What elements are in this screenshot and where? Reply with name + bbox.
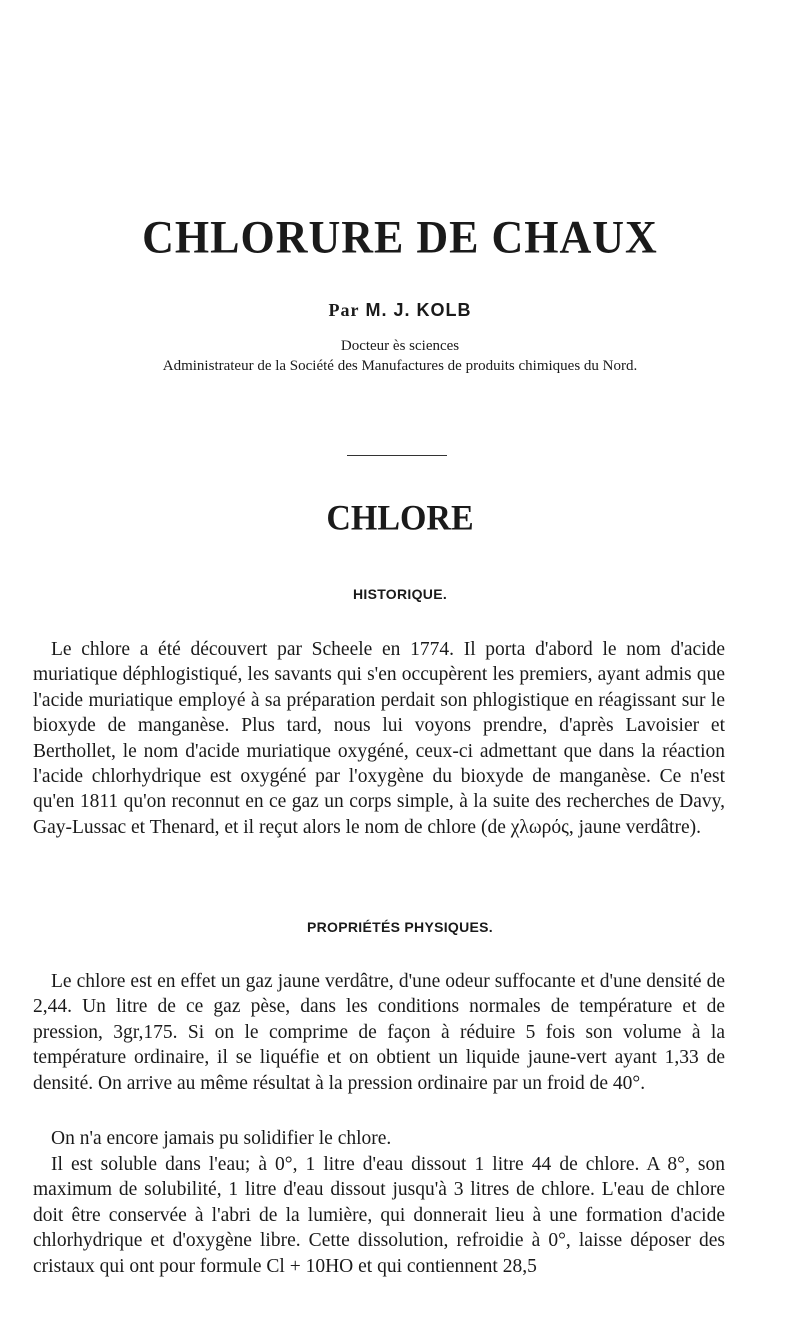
paragraph-solidify — [33, 1126, 725, 1151]
paragraph-physical — [33, 969, 725, 1096]
section-title: CHLORE — [326, 499, 474, 538]
paragraph-physical-text: Le chlore est en effet un gaz jaune verdâtre, d'une odeur suffocante et d'une densité de 2,44. Un litre de ce gaz pèse, dans les conditions normales de température et de pression, 3gr,175. Si on le comprime de façon à réduire 5 fois son volume à la température ordinaire, il se liquéfie et on obtient un liquide jaune-vert ayant 1,33 de densité. On arrive au même résultat à la pression ordinaire par un froid de 40°. — [33, 971, 725, 1094]
paragraph-history — [33, 637, 725, 840]
author-degree: Docteur ès sciences — [340, 338, 460, 354]
author-line — [0, 300, 800, 321]
paragraph-solidify-text: On n'a encore jamais pu solidifier le chlore. — [51, 1128, 392, 1149]
author-prefix: Par — [328, 300, 360, 320]
paragraph-solubility-text: Il est soluble dans l'eau; à 0°, 1 litre d'eau dissout 1 litre 44 de chlore. A 8°, son maximum de solubilité, 1 litre d'eau dissout jusqu'à 3 litres de chlore. L'eau de chlore doit être conservée à l'abri de la lumière, qui donnerait lieu à une formation d'acide chlorhydrique et d'oxygène libre. Cette dissolution, refroidie à 0°, laisse déposer des cristaux qui ont pour formule Cl + 10HO et qui contiennent 28,5 — [33, 1154, 725, 1277]
subheading-physical-properties: PROPRIÉTÉS PHYSIQUES. — [306, 919, 493, 935]
section-divider — [347, 455, 447, 456]
article-title: CHLORURE DE CHAUX — [142, 211, 658, 264]
author-name: M. J. KOLB — [365, 300, 472, 320]
paragraph-solubility — [33, 1152, 725, 1279]
paragraph-history-text: Le chlore a été découvert par Scheele en 1774. Il porta d'abord le nom d'acide muriatique déphlogistiqué, les savants qui s'en occupèrent les premiers, ayant admis que l'acide muriatique employé à sa préparation perdait son phlogistique en réagissant sur le bioxyde de manganèse. Plus tard, nous lui voyons prendre, d'après Lavoisier et Berthollet, le nom d'acide muriatique oxygéné, ceux-ci admettant que dans la réaction l'acide chlorhydrique est oxygéné par l'oxygène du bioxyde de manganèse. Ce n'est qu'en 1811 qu'on reconnut en ce gaz un corps simple, à la suite des recherches de Davy, Gay-Lussac et Thenard, et il reçut alors le nom de chlore (de χλωρός, jaune verdâtre). — [33, 639, 725, 838]
author-affiliation: Administrateur de la Société des Manufactures de produits chimiques du Nord. — [162, 358, 638, 374]
subheading-history: HISTORIQUE. — [352, 586, 448, 602]
